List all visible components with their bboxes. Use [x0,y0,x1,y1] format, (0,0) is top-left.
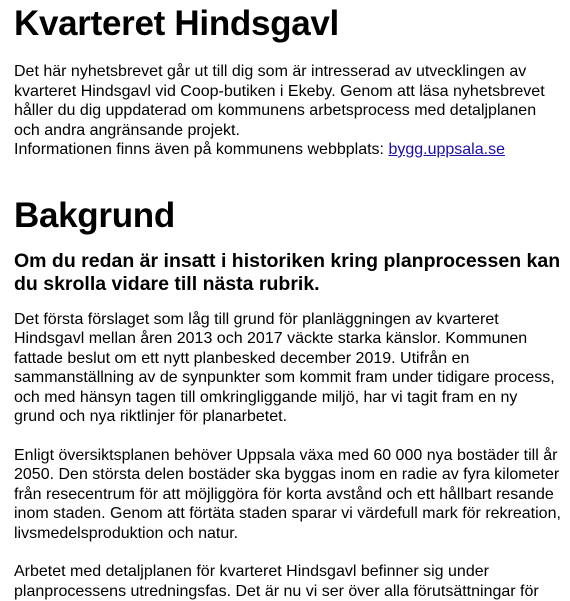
intro-text: Det här nyhetsbrevet går ut till dig som är intresserad av utvecklingen av kvarteret Hindsgavl vid Coop-butiken i Ekeby. Genom att läsa nyhetsbrevet håller du dig uppdaterad om kommunens arbetsprocess med detaljplanen och andra angränsande projekt. [14,63,545,139]
page-title: Kvarteret Hindsgavl [14,4,339,43]
intro-paragraph [14,62,562,160]
info-text: Informationen finns även på kommunens webbplats: [14,141,389,158]
body-paragraph: Arbetet med detaljplanen för kvarteret Hindsgavl befinner sig under planprocessens utredningsfas. Det är nu vi ser över alla förutsättningar för [14,563,539,600]
section-subheading: Om du redan är insatt i historiken kring planprocessen kan du skrolla vidare till nästa rubrik. [14,249,561,295]
newsletter-page [14,0,562,601]
body-paragraph: Enligt översiktsplanen behöver Uppsala växa med 60 000 nya bostäder till år 2050. Den största delen bostäder ska byggas inom en radie av fyra kilometer från resecentrum för att möjliggöra för korta avstånd och ett hållbart resande inom staden. Genom att förtäta staden sparar vi värdefull mark för rekreation, livsmedelsproduktion och natur. [14,446,561,542]
website-link[interactable]: bygg.uppsala.se [388,141,505,158]
body-paragraph: Det första förslaget som låg till grund för planläggningen av kvarteret Hindsgavl mellan åren 2013 och 2017 väckte starka känslor. Kommunen fattade beslut om ett nytt planbesked december 2019. Utifrån en sammanställning av de synpunkter som kommit fram under tidigare process, och med hänsyn tagen till omkringliggande miljö, har vi tagit fram en ny grund och nya riktlinjer för planarbetet. [14,310,555,425]
section-heading-bakgrund: Bakgrund [14,195,175,235]
